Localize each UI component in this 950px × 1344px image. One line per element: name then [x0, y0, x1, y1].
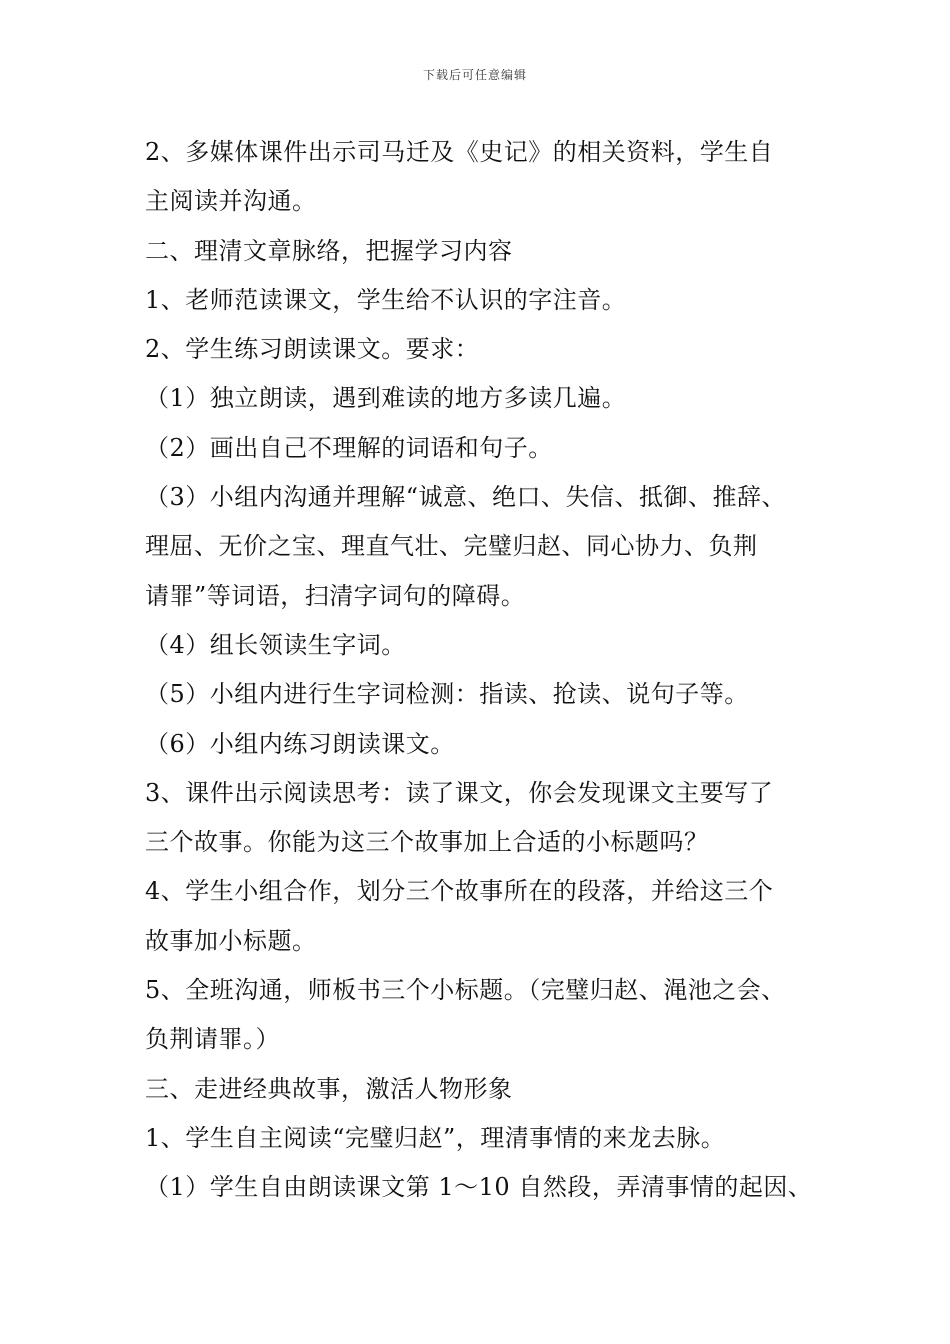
text-line: 主阅读并沟通。 — [145, 187, 317, 216]
text-line: 2、学生练习朗读课文。要求： — [145, 335, 480, 364]
text-line: 三个故事。你能为这三个故事加上合适的小标题吗？ — [145, 828, 709, 857]
text-line: 故事加小标题。 — [145, 926, 317, 955]
text-line: 1、老师范读课文，学生给不认识的字注音。 — [145, 285, 627, 314]
page-header: 下载后可任意编辑 — [422, 68, 527, 82]
text-line: 负荆请罪。） — [145, 1025, 280, 1054]
text-line: 3、课件出示阅读思考：读了课文，你会发现课文主要写了 — [145, 778, 774, 807]
text-line: 2、多媒体课件出示司马迁及《史记》的相关资料，学生自 — [145, 138, 774, 166]
text-line: （6）小组内练习朗读课文。 — [145, 729, 455, 758]
text-line: 5、全班沟通，师板书三个小标题。（完璧归赵、渑池之会、 — [145, 976, 786, 1005]
section-heading: 二、理清文章脉络，把握学习内容 — [145, 236, 513, 265]
document-body — [145, 128, 835, 1213]
text-line: 理屈、无价之宝、理直气壮、完璧归赵、同心协力、负荆 — [145, 532, 758, 561]
text-line: （3）小组内沟通并理解“诚意、绝口、失信、抵御、推辞、 — [145, 483, 787, 512]
text-line: （2）画出自己不理解的词语和句子。 — [145, 433, 553, 462]
text-line: 1、学生自主阅读“完璧归赵”，理清事情的来龙去脉。 — [145, 1123, 726, 1152]
text-line: 4、学生小组合作，划分三个故事所在的段落，并给这三个 — [145, 877, 774, 906]
text-line: 请罪”等词语，扫清字词句的障碍。 — [145, 581, 526, 610]
text-line: （5）小组内进行生字词检测：指读、抢读、说句子等。 — [145, 680, 749, 709]
text-line: （4）组长领读生字词。 — [145, 630, 406, 659]
text-line: （1）学生自由朗读课文第 1～10 自然段，弄清事情的起因、 — [145, 1173, 813, 1202]
text-line: （1）独立朗读，遇到难读的地方多读几遍。 — [145, 384, 627, 413]
section-heading: 三、走进经典故事，激活人物形象 — [145, 1074, 513, 1103]
